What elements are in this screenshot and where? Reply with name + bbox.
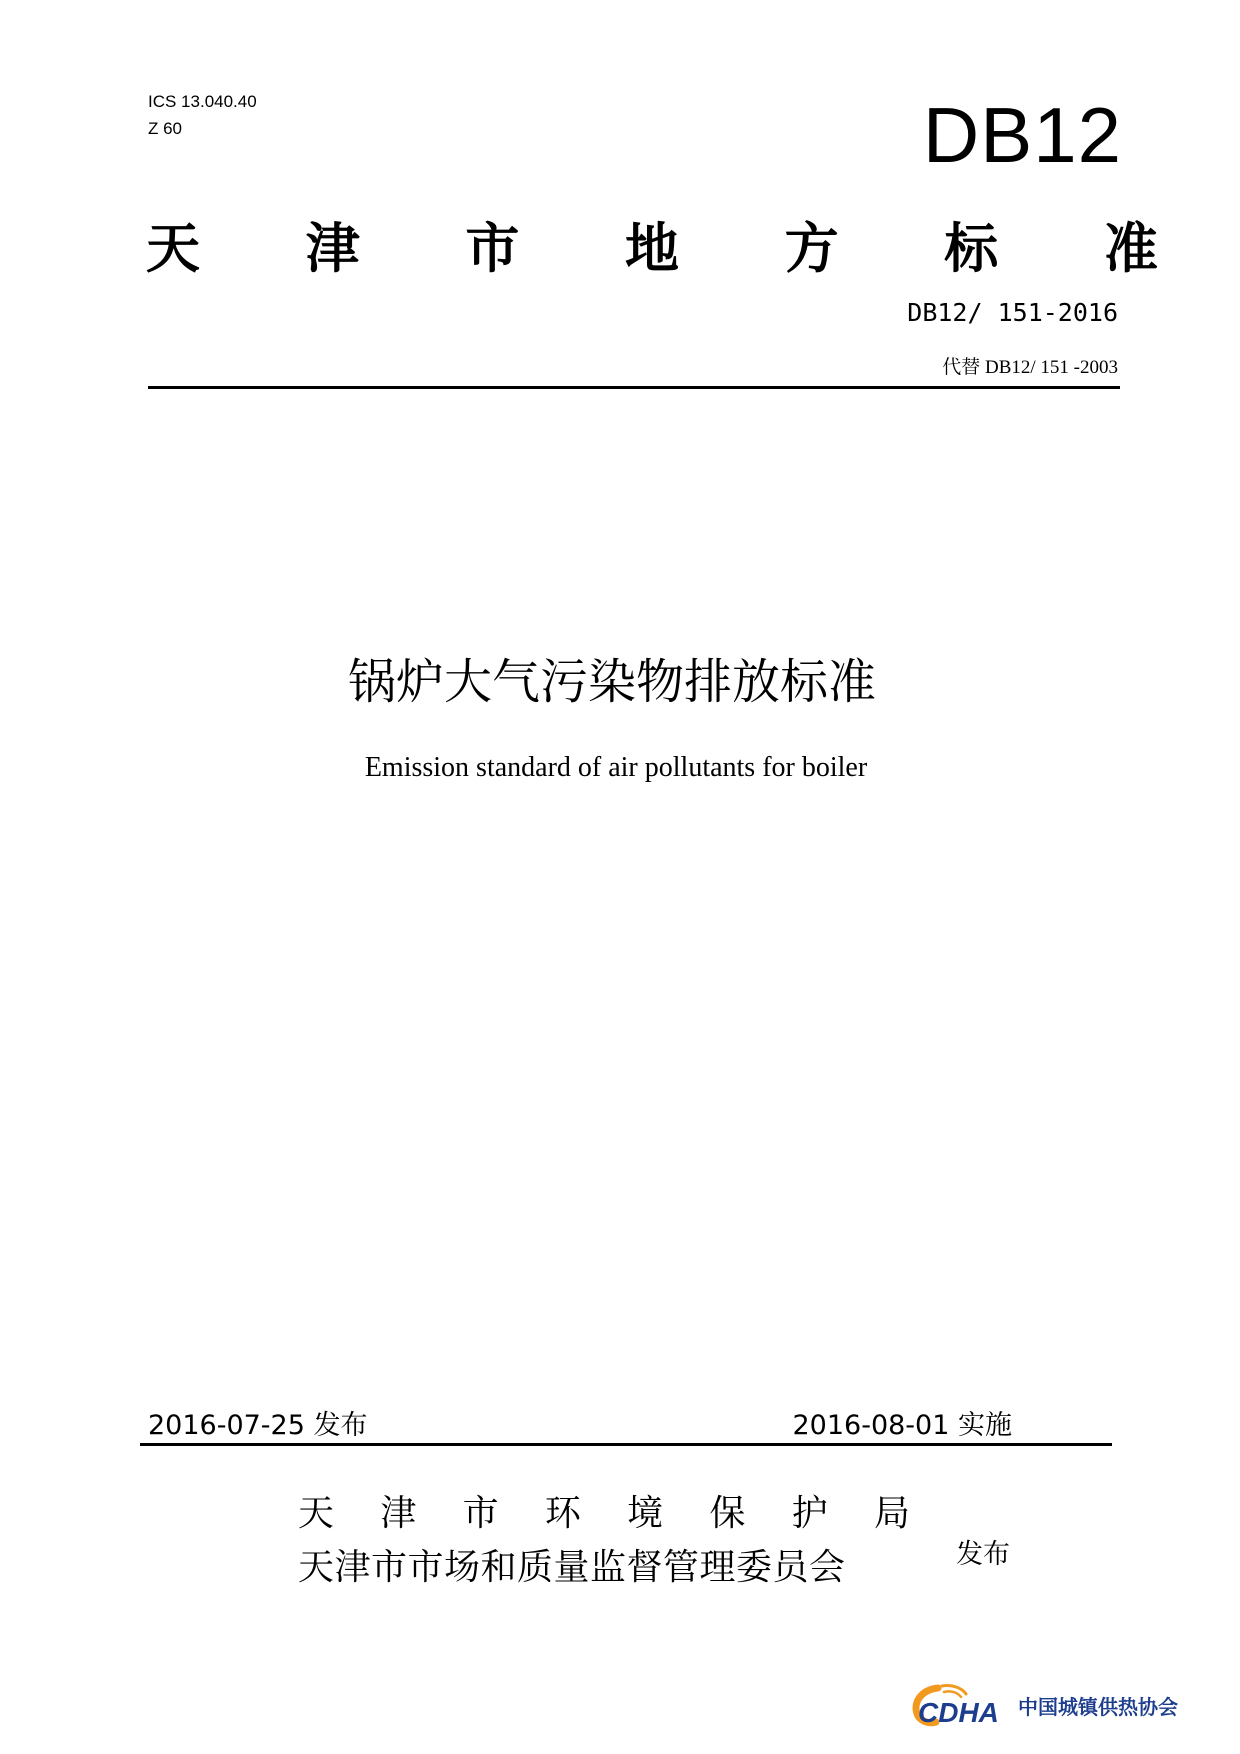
top-divider [148,386,1120,389]
issuer-char: 局 [873,1493,910,1534]
standard-code: DB12 [922,91,1122,179]
standard-type-char: 天 [146,217,200,280]
issuer-char: 境 [627,1493,664,1534]
standard-type-char: 标 [944,217,999,280]
cdha-emblem-icon [908,1682,1012,1728]
cdha-logo [908,1682,1178,1728]
standard-type-char: 准 [1103,217,1158,280]
standard-type-char: 市 [465,217,520,280]
replaces-note: 代替 DB12/ 151 -2003 [942,357,1118,378]
document-title-cn [0,654,1240,710]
logo-abbr: CDHA [918,1697,999,1728]
ccs-code: Z 60 [148,119,183,138]
classification-codes [148,88,257,142]
issuer-char: 津 [380,1493,417,1534]
implement-date: 2016-08-01 实施 [792,1410,1012,1441]
issuer-char: 保 [709,1493,746,1534]
standard-type-char: 地 [624,217,679,280]
title-cn-text: 锅炉大气污染物排放标准 [347,654,876,710]
bottom-divider [140,1443,1112,1446]
issuer-market-quality-committee: 天津市市场和质量监督管理委员会 [298,1547,846,1588]
standard-type-char: 方 [784,217,839,280]
issue-date: 2016-07-25 发布 [148,1410,368,1441]
issuer-environment-bureau [298,1493,910,1534]
issuer-char: 天 [298,1493,335,1534]
standard-number: DB12/ 151-2016 [907,298,1118,327]
issuer-char: 市 [462,1493,499,1534]
issuer-char: 环 [544,1493,581,1534]
title-en-text: Emission standard of air pollutants for boiler [364,752,868,783]
issuer-char: 护 [791,1493,828,1534]
publish-label: 发布 [956,1539,1010,1570]
document-title-en [0,752,1240,784]
standard-type-char: 津 [305,217,360,280]
standard-type-heading [146,217,1158,280]
logo-org-name: 中国城镇供热协会 [1018,1694,1178,1719]
ics-code: ICS 13.040.40 [148,92,257,111]
